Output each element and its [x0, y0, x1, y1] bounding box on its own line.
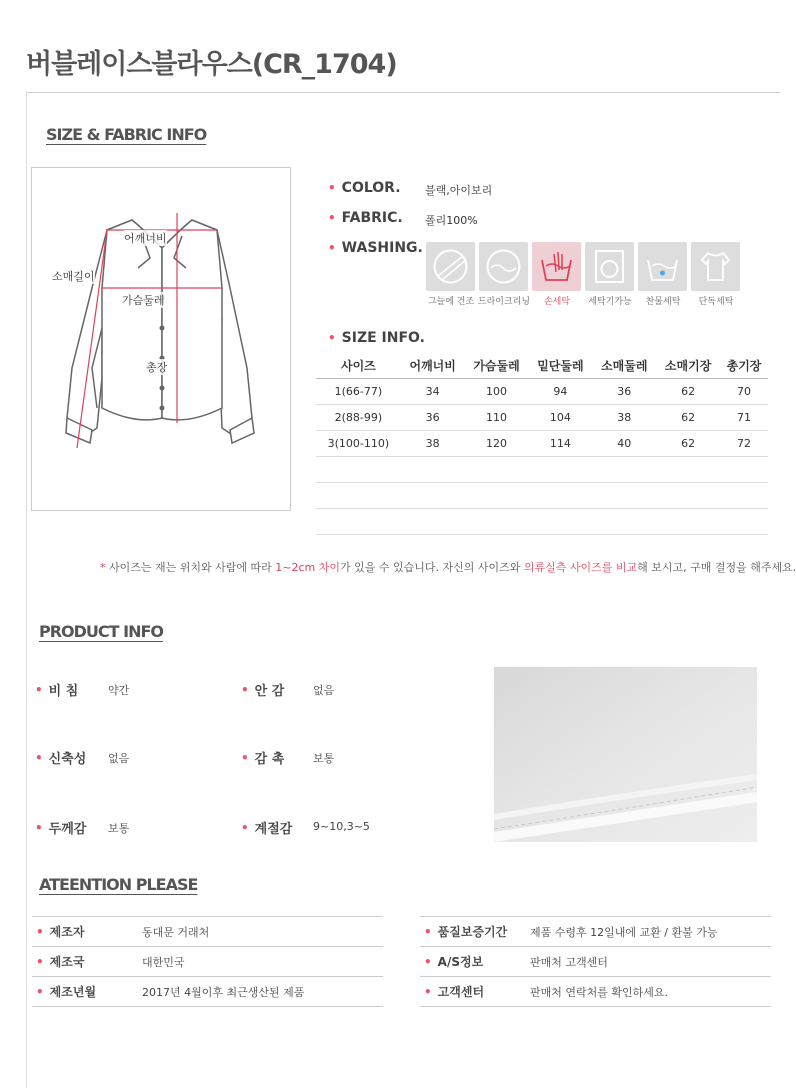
- wash-label-cold: 찬물세탁: [645, 297, 681, 307]
- separate-wash-icon: [691, 242, 740, 291]
- fabric-texture-image: [494, 667, 757, 842]
- table-cell: 36: [592, 378, 656, 404]
- date-label-text: 제조년월: [49, 985, 97, 999]
- color-label: COLOR.: [341, 180, 401, 196]
- season-text: 계절감: [254, 822, 293, 837]
- touch-value: 보통: [313, 752, 335, 765]
- note-highlight-1: 1~2cm 차이: [275, 561, 340, 574]
- color-row: [328, 180, 401, 196]
- table-row: [316, 378, 768, 404]
- wash-label-shade-dry: 그늘에 건조: [427, 297, 475, 307]
- fabric-label: FABRIC.: [341, 210, 403, 226]
- table-cell: 36: [401, 404, 465, 430]
- stretch-label: [35, 748, 86, 767]
- shade-dry-icon: [426, 242, 475, 291]
- as-row: [420, 947, 771, 977]
- bullet-icon: •: [35, 820, 43, 835]
- title-divider: [26, 92, 780, 93]
- stretch-text: 신축성: [48, 752, 87, 767]
- touch-label: [241, 748, 284, 767]
- country-row: [32, 947, 383, 977]
- country-label: [36, 953, 84, 970]
- shoulder-width-label: 어깨너비: [124, 232, 167, 245]
- table-cell: 70: [720, 378, 768, 404]
- country-value: 대한민국: [142, 955, 185, 969]
- note-text-2: 가 있을 수 있습니다. 자신의 사이즈와: [339, 561, 524, 574]
- bullet-icon: •: [328, 241, 336, 255]
- maker-label-text: 제조자: [49, 925, 85, 939]
- cs-label-text: 고객센터: [437, 985, 485, 999]
- thinness-value: 약간: [108, 684, 130, 697]
- bullet-icon: •: [35, 682, 43, 697]
- note-text-1: 사이즈는 재는 위치와 사람에 따라: [105, 561, 276, 574]
- size-info-label: SIZE INFO.: [341, 330, 425, 346]
- table-cell: 34: [401, 378, 465, 404]
- size-col-header: 소매둘레: [592, 354, 656, 378]
- cold-water-icon: [638, 242, 687, 291]
- date-row: [32, 977, 383, 1007]
- size-table: [316, 354, 768, 535]
- table-cell: 62: [656, 430, 720, 456]
- warranty-label-text: 품질보증기간: [437, 925, 508, 939]
- washing-machine-icon: [585, 242, 634, 291]
- as-value: 판매처 고객센터: [530, 955, 608, 969]
- as-label: [424, 953, 483, 970]
- warranty-value: 제품 수령후 12일내에 교환 / 환불 가능: [530, 925, 718, 939]
- size-col-header: 어깨너비: [401, 354, 465, 378]
- lining-label: [241, 680, 284, 699]
- table-cell: 94: [528, 378, 592, 404]
- section-size-fabric-heading: SIZE & FABRIC INFO: [46, 125, 207, 144]
- table-cell: 100: [465, 378, 529, 404]
- washing-row: [328, 240, 423, 256]
- bullet-icon: •: [328, 211, 336, 225]
- section-product-heading: PRODUCT INFO: [39, 622, 164, 641]
- lining-text: 안 감: [254, 684, 285, 699]
- country-label-text: 제조국: [49, 955, 85, 969]
- empty-row: [316, 456, 768, 482]
- thickness-value: 보통: [108, 822, 130, 835]
- season-value: 9~10,3~5: [313, 820, 370, 833]
- thinness-label: [35, 680, 78, 699]
- table-cell: 72: [720, 430, 768, 456]
- bullet-icon: •: [424, 954, 432, 969]
- touch-text: 감 촉: [254, 752, 285, 767]
- bullet-icon: •: [424, 984, 432, 999]
- warranty-row: [420, 917, 771, 947]
- bullet-icon: •: [241, 820, 249, 835]
- size-table-header: [316, 354, 768, 378]
- bullet-icon: •: [241, 750, 249, 765]
- size-col-header: 총기장: [720, 354, 768, 378]
- size-col-header: 사이즈: [316, 354, 401, 378]
- wash-label-dry-clean: 드라이크리닝: [477, 297, 531, 307]
- thinness-text: 비 침: [48, 684, 79, 699]
- season-label: [241, 818, 292, 837]
- thickness-text: 두께감: [48, 822, 87, 837]
- table-row: [316, 430, 768, 456]
- bullet-icon: •: [36, 984, 44, 999]
- empty-row: [316, 482, 768, 508]
- thickness-label: [35, 818, 86, 837]
- date-label: [36, 983, 96, 1000]
- garment-measurement-diagram: [31, 167, 291, 511]
- cs-row: [420, 977, 771, 1007]
- size-info-row: [328, 330, 425, 346]
- maker-value: 동대문 거래처: [142, 925, 210, 939]
- hand-wash-icon: [532, 242, 581, 291]
- blouse-illustration: [32, 168, 290, 510]
- wash-label-hand-wash: 손세탁: [543, 297, 571, 307]
- fabric-row: [328, 210, 403, 226]
- table-cell: 38: [592, 404, 656, 430]
- as-label-text: A/S정보: [437, 955, 484, 969]
- stretch-value: 없음: [108, 752, 130, 765]
- wash-label-separate: 단독세탁: [698, 297, 734, 307]
- bullet-icon: •: [328, 331, 336, 345]
- bullet-icon: •: [36, 954, 44, 969]
- cs-value: 판매처 연락처를 확인하세요.: [530, 985, 669, 999]
- table-cell: 3(100-110): [316, 430, 401, 456]
- table-cell: 104: [528, 404, 592, 430]
- note-text-3: 해 보시고, 구매 결정을 해주세요.: [637, 561, 796, 574]
- page-title: 버블레이스블라우스(CR_1704): [26, 49, 397, 80]
- table-cell: 62: [656, 378, 720, 404]
- table-cell: 71: [720, 404, 768, 430]
- color-value: 블랙,아이보리: [425, 184, 493, 197]
- washing-label: WASHING.: [341, 240, 423, 256]
- wash-label-machine: 세탁기가능: [588, 297, 632, 307]
- note-star: *: [100, 561, 106, 574]
- table-cell: 38: [401, 430, 465, 456]
- table-row: [316, 404, 768, 430]
- sleeve-length-label: 소매길이: [52, 270, 95, 283]
- lining-value: 없음: [313, 684, 335, 697]
- table-cell: 40: [592, 430, 656, 456]
- cs-label: [424, 983, 484, 1000]
- dry-clean-icon: [479, 242, 528, 291]
- table-cell: 110: [465, 404, 529, 430]
- note-highlight-2: 의류실측 사이즈를 비교: [523, 561, 638, 574]
- section-attention-heading: ATEENTION PLEASE: [39, 875, 198, 894]
- table-cell: 1(66-77): [316, 378, 401, 404]
- date-value: 2017년 4월이후 최근생산된 제품: [142, 985, 305, 999]
- total-length-label: 총장: [146, 361, 168, 374]
- table-cell: 2(88-99): [316, 404, 401, 430]
- empty-row: [316, 508, 768, 534]
- bullet-icon: •: [35, 750, 43, 765]
- maker-row: [32, 917, 383, 947]
- left-border: [26, 92, 27, 1088]
- chest-label: 가슴둘레: [122, 294, 165, 307]
- size-col-header: 밑단둘레: [528, 354, 592, 378]
- size-note: [100, 559, 796, 575]
- size-col-header: 소매기장: [656, 354, 720, 378]
- table-cell: 114: [528, 430, 592, 456]
- bullet-icon: •: [424, 924, 432, 939]
- warranty-label: [424, 923, 507, 940]
- maker-label: [36, 923, 84, 940]
- table-cell: 120: [465, 430, 529, 456]
- fabric-value: 폴리100%: [425, 214, 478, 227]
- bullet-icon: •: [241, 682, 249, 697]
- bullet-icon: •: [36, 924, 44, 939]
- size-col-header: 가슴둘레: [465, 354, 529, 378]
- bullet-icon: •: [328, 181, 336, 195]
- table-cell: 62: [656, 404, 720, 430]
